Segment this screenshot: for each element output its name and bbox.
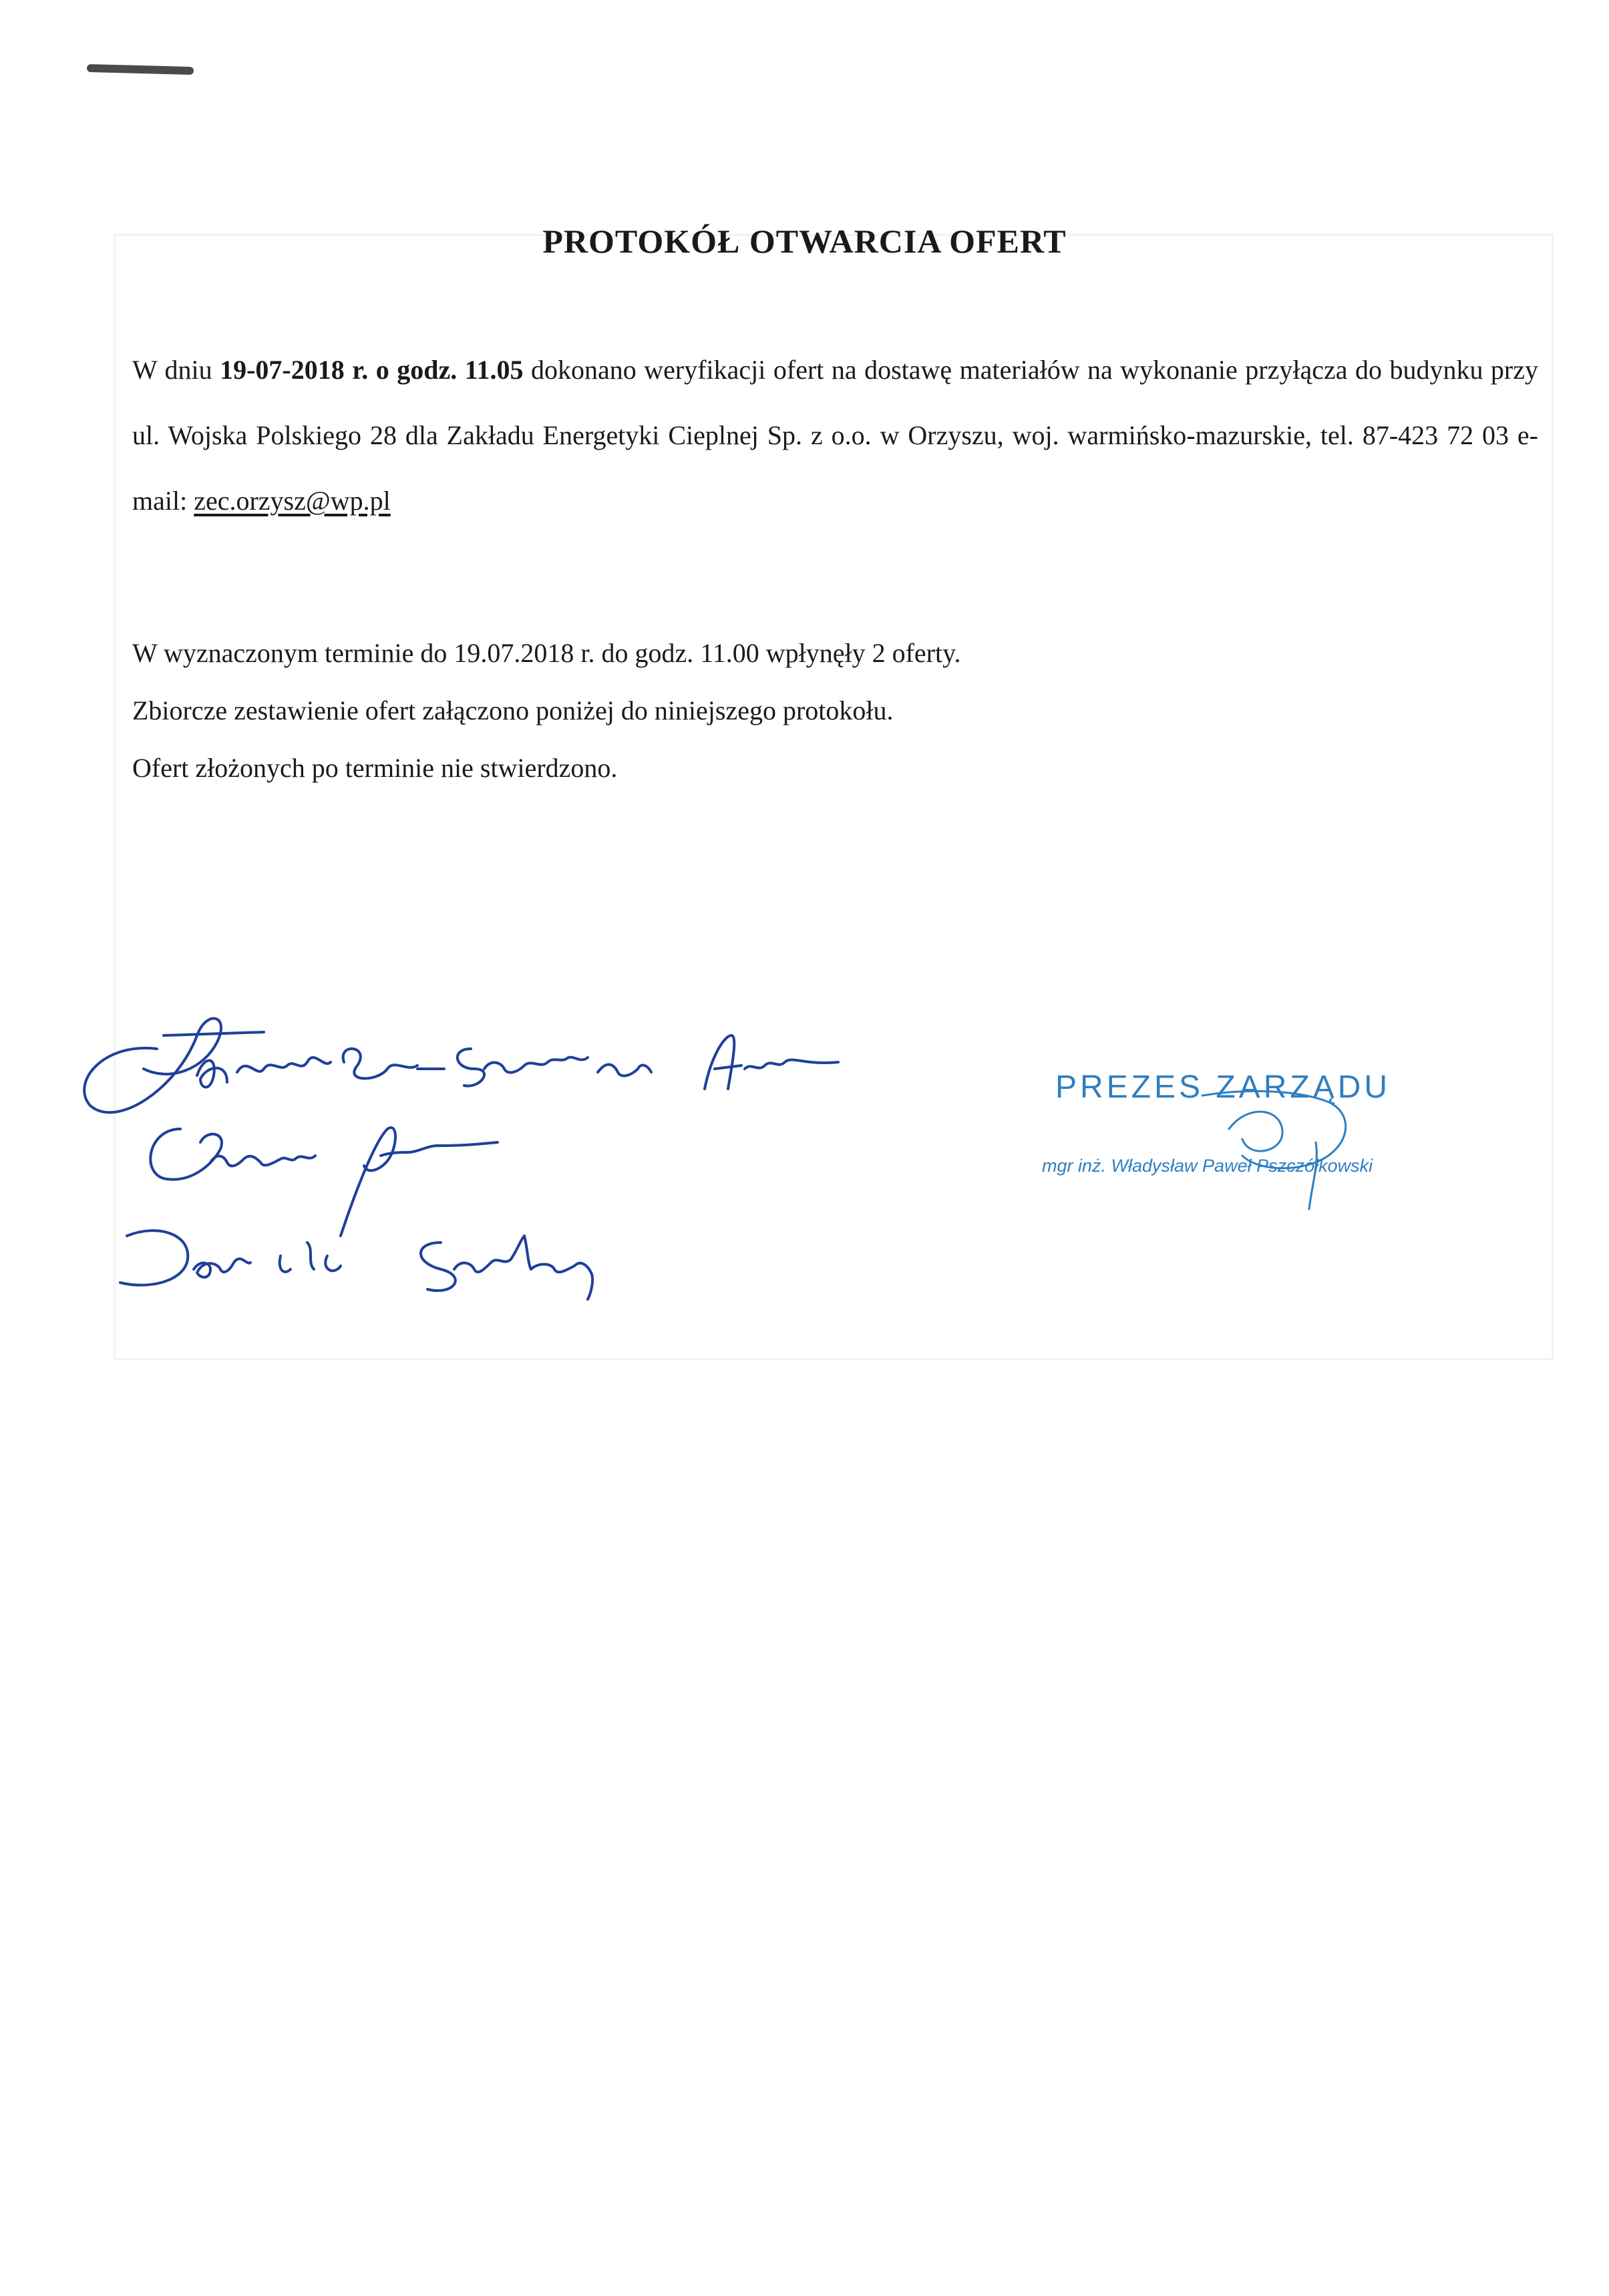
para1-lead: W dniu — [132, 355, 220, 385]
staple-mark — [87, 64, 194, 75]
email-link[interactable]: zec.orzysz@wp.pl — [194, 486, 391, 516]
summary-line-1: W wyznaczonym terminie do 19.07.2018 r. do godz. 11.00 wpłynęły 2 oferty. — [132, 638, 961, 668]
para1-time: o godz. 11.05 — [375, 355, 524, 385]
paragraph-summary — [132, 625, 1538, 797]
summary-line-3: Ofert złożonych po terminie nie stwierdzono. — [132, 753, 618, 783]
official-stamp — [1029, 1055, 1456, 1229]
signature-3 — [107, 1209, 708, 1316]
stamp-subtitle: mgr inż. Władysław Paweł Pszczółkowski — [1042, 1156, 1373, 1176]
summary-line-2: Zbiorcze zestawienie ofert załączono poniżej do niniejszego protokołu. — [132, 695, 894, 725]
para1-space — [368, 355, 375, 385]
para1-date: 19-07-2018 r. — [220, 355, 369, 385]
stamp-title: PREZES ZARZĄDU — [1055, 1070, 1391, 1105]
para1-body: dokonano weryfikacji ofert na dostawę materiałów na wykonanie przyłącza do budynku przy ul. Wojska Polskiego 28 dla Zakładu Energetyki Cieplnej Sp. z o.o. w Orzyszu, woj. warmińsko-mazurskie, tel. 87-423 72 03 e-mail: — [132, 355, 1538, 516]
document-title: PROTOKÓŁ OTWARCIA OFERT — [542, 222, 1067, 260]
paragraph-verification — [132, 337, 1538, 534]
